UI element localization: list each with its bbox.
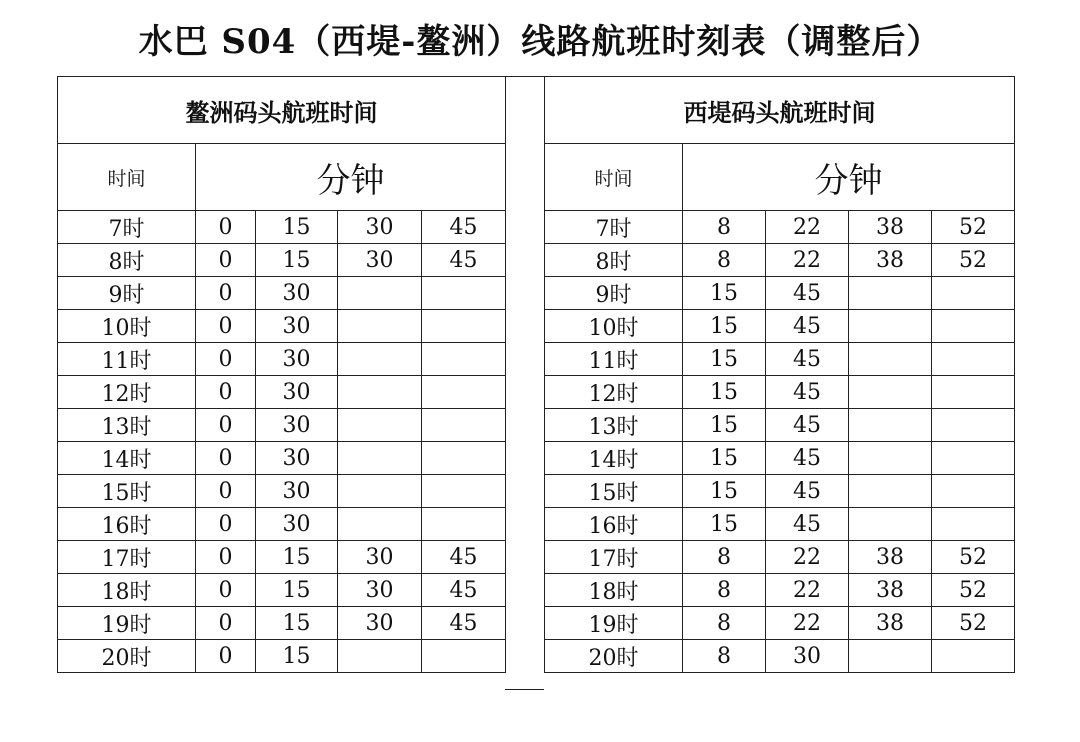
table-row <box>545 343 1015 376</box>
minute-cell: 0 <box>196 508 256 541</box>
minute-cell: 8 <box>683 541 766 574</box>
minute-column-header: 分钟 <box>683 144 1015 211</box>
minute-cell: 15 <box>683 376 766 409</box>
hour-cell: 9时 <box>58 277 196 310</box>
hour-cell: 14时 <box>58 442 196 475</box>
minute-cell: 15 <box>256 541 338 574</box>
aozhou-heading: 鳌洲码头航班时间 <box>58 77 506 144</box>
hour-cell: 11时 <box>545 343 683 376</box>
hour-cell: 9时 <box>545 277 683 310</box>
minute-cell <box>422 475 506 508</box>
minute-cell: 30 <box>766 640 849 673</box>
hour-cell: 17时 <box>58 541 196 574</box>
minute-cell: 0 <box>196 211 256 244</box>
minute-cell: 45 <box>766 442 849 475</box>
minute-cell <box>422 310 506 343</box>
minute-cell: 30 <box>338 574 422 607</box>
minute-cell <box>932 409 1015 442</box>
table-row <box>545 376 1015 409</box>
minute-cell: 15 <box>256 211 338 244</box>
table-row <box>58 277 506 310</box>
minute-cell: 30 <box>338 211 422 244</box>
minute-cell <box>338 508 422 541</box>
minute-cell: 45 <box>766 310 849 343</box>
minute-cell: 45 <box>422 574 506 607</box>
hour-cell: 13时 <box>58 409 196 442</box>
hour-cell: 16时 <box>545 508 683 541</box>
table-row <box>545 310 1015 343</box>
table-divider <box>505 76 544 690</box>
minute-cell: 15 <box>683 277 766 310</box>
minute-cell: 0 <box>196 475 256 508</box>
minute-cell: 45 <box>766 475 849 508</box>
hour-cell: 15时 <box>545 475 683 508</box>
minute-cell <box>932 442 1015 475</box>
minute-cell <box>849 475 932 508</box>
time-column-header: 时间 <box>545 144 683 211</box>
minute-cell: 15 <box>256 640 338 673</box>
minute-cell <box>422 376 506 409</box>
table-row <box>58 244 506 277</box>
minute-cell: 15 <box>256 244 338 277</box>
minute-cell <box>422 442 506 475</box>
minute-cell: 45 <box>422 244 506 277</box>
minute-cell: 8 <box>683 607 766 640</box>
minute-cell: 30 <box>338 244 422 277</box>
minute-cell: 45 <box>766 343 849 376</box>
aozhou-rows <box>58 211 506 673</box>
hour-cell: 7时 <box>58 211 196 244</box>
minute-cell: 45 <box>422 211 506 244</box>
minute-cell: 30 <box>256 343 338 376</box>
minute-cell: 22 <box>766 211 849 244</box>
minute-cell <box>849 508 932 541</box>
minute-cell <box>338 376 422 409</box>
table-row <box>58 211 506 244</box>
xidi-heading: 西堤码头航班时间 <box>545 77 1015 144</box>
minute-cell <box>849 376 932 409</box>
minute-cell: 45 <box>766 508 849 541</box>
minute-cell: 38 <box>849 541 932 574</box>
hour-cell: 13时 <box>545 409 683 442</box>
minute-cell: 30 <box>256 409 338 442</box>
minute-cell: 8 <box>683 574 766 607</box>
minute-cell: 45 <box>766 277 849 310</box>
minute-cell: 30 <box>338 607 422 640</box>
minute-cell <box>338 343 422 376</box>
hour-cell: 10时 <box>58 310 196 343</box>
minute-cell: 0 <box>196 277 256 310</box>
hour-cell: 15时 <box>58 475 196 508</box>
table-row <box>545 244 1015 277</box>
minute-cell <box>422 343 506 376</box>
minute-cell: 30 <box>256 277 338 310</box>
hour-cell: 19时 <box>545 607 683 640</box>
table-row <box>58 640 506 673</box>
minute-cell: 0 <box>196 376 256 409</box>
minute-cell: 15 <box>683 508 766 541</box>
table-row <box>545 211 1015 244</box>
hour-cell: 12时 <box>58 376 196 409</box>
minute-cell: 30 <box>338 541 422 574</box>
minute-cell: 30 <box>256 310 338 343</box>
minute-cell <box>849 409 932 442</box>
minute-cell <box>422 409 506 442</box>
minute-cell: 0 <box>196 541 256 574</box>
minute-cell: 30 <box>256 508 338 541</box>
minute-cell: 45 <box>422 541 506 574</box>
minute-cell <box>422 277 506 310</box>
minute-cell <box>932 475 1015 508</box>
table-row <box>545 574 1015 607</box>
minute-cell: 38 <box>849 607 932 640</box>
hour-cell: 18时 <box>545 574 683 607</box>
minute-column-header: 分钟 <box>196 144 506 211</box>
table-row <box>58 343 506 376</box>
hour-cell: 16时 <box>58 508 196 541</box>
minute-cell: 0 <box>196 244 256 277</box>
table-row <box>58 376 506 409</box>
minute-cell <box>422 508 506 541</box>
hour-cell: 20时 <box>545 640 683 673</box>
hour-cell: 12时 <box>545 376 683 409</box>
minute-cell <box>932 343 1015 376</box>
minute-cell <box>849 310 932 343</box>
minute-cell: 45 <box>766 409 849 442</box>
minute-cell: 45 <box>766 376 849 409</box>
hour-cell: 11时 <box>58 343 196 376</box>
minute-cell <box>338 310 422 343</box>
minute-cell: 15 <box>256 574 338 607</box>
minute-cell <box>422 640 506 673</box>
minute-cell: 30 <box>256 475 338 508</box>
table-row <box>58 409 506 442</box>
minute-cell: 0 <box>196 607 256 640</box>
minute-cell: 30 <box>256 442 338 475</box>
minute-cell: 0 <box>196 343 256 376</box>
minute-cell: 45 <box>422 607 506 640</box>
table-row <box>545 640 1015 673</box>
hour-cell: 20时 <box>58 640 196 673</box>
table-row <box>545 541 1015 574</box>
minute-cell: 22 <box>766 607 849 640</box>
minute-cell <box>338 409 422 442</box>
hour-cell: 8时 <box>58 244 196 277</box>
minute-cell: 8 <box>683 211 766 244</box>
minute-cell <box>849 343 932 376</box>
minute-cell <box>338 442 422 475</box>
minute-cell <box>338 277 422 310</box>
minute-cell <box>932 310 1015 343</box>
xidi-rows <box>545 211 1015 673</box>
hour-cell: 14时 <box>545 442 683 475</box>
minute-cell: 0 <box>196 442 256 475</box>
minute-cell: 52 <box>932 607 1015 640</box>
table-row <box>545 607 1015 640</box>
hour-cell: 10时 <box>545 310 683 343</box>
minute-cell: 8 <box>683 244 766 277</box>
minute-cell: 15 <box>683 409 766 442</box>
table-row <box>545 409 1015 442</box>
minute-cell <box>849 640 932 673</box>
minute-cell: 22 <box>766 244 849 277</box>
minute-cell: 22 <box>766 574 849 607</box>
minute-cell <box>932 277 1015 310</box>
table-row <box>58 475 506 508</box>
minute-cell: 38 <box>849 244 932 277</box>
minute-cell: 15 <box>256 607 338 640</box>
minute-cell: 15 <box>683 310 766 343</box>
minute-cell: 0 <box>196 640 256 673</box>
hour-cell: 7时 <box>545 211 683 244</box>
minute-cell <box>849 277 932 310</box>
minute-cell: 52 <box>932 541 1015 574</box>
table-row <box>58 310 506 343</box>
minute-cell: 52 <box>932 211 1015 244</box>
table-row <box>58 508 506 541</box>
minute-cell: 52 <box>932 574 1015 607</box>
minute-cell <box>932 376 1015 409</box>
time-column-header: 时间 <box>58 144 196 211</box>
minute-cell: 0 <box>196 310 256 343</box>
minute-cell: 15 <box>683 475 766 508</box>
hour-cell: 8时 <box>545 244 683 277</box>
minute-cell: 22 <box>766 541 849 574</box>
minute-cell: 30 <box>256 376 338 409</box>
xidi-schedule-table <box>544 76 1015 673</box>
table-row <box>58 607 506 640</box>
minute-cell: 52 <box>932 244 1015 277</box>
minute-cell: 15 <box>683 343 766 376</box>
minute-cell: 0 <box>196 574 256 607</box>
minute-cell: 38 <box>849 574 932 607</box>
minute-cell <box>849 442 932 475</box>
table-row <box>545 475 1015 508</box>
minute-cell <box>338 475 422 508</box>
page-title: 水巴 S04（西堤-鳌洲）线路航班时刻表（调整后） <box>138 22 942 62</box>
table-row <box>58 442 506 475</box>
minute-cell <box>932 640 1015 673</box>
hour-cell: 17时 <box>545 541 683 574</box>
minute-cell <box>932 508 1015 541</box>
minute-cell: 38 <box>849 211 932 244</box>
minute-cell: 0 <box>196 409 256 442</box>
table-row <box>545 277 1015 310</box>
minute-cell <box>338 640 422 673</box>
table-row <box>545 508 1015 541</box>
table-row <box>58 541 506 574</box>
hour-cell: 18时 <box>58 574 196 607</box>
minute-cell: 15 <box>683 442 766 475</box>
hour-cell: 19时 <box>58 607 196 640</box>
minute-cell: 8 <box>683 640 766 673</box>
aozhou-schedule-table <box>57 76 506 673</box>
table-row <box>58 574 506 607</box>
table-row <box>545 442 1015 475</box>
